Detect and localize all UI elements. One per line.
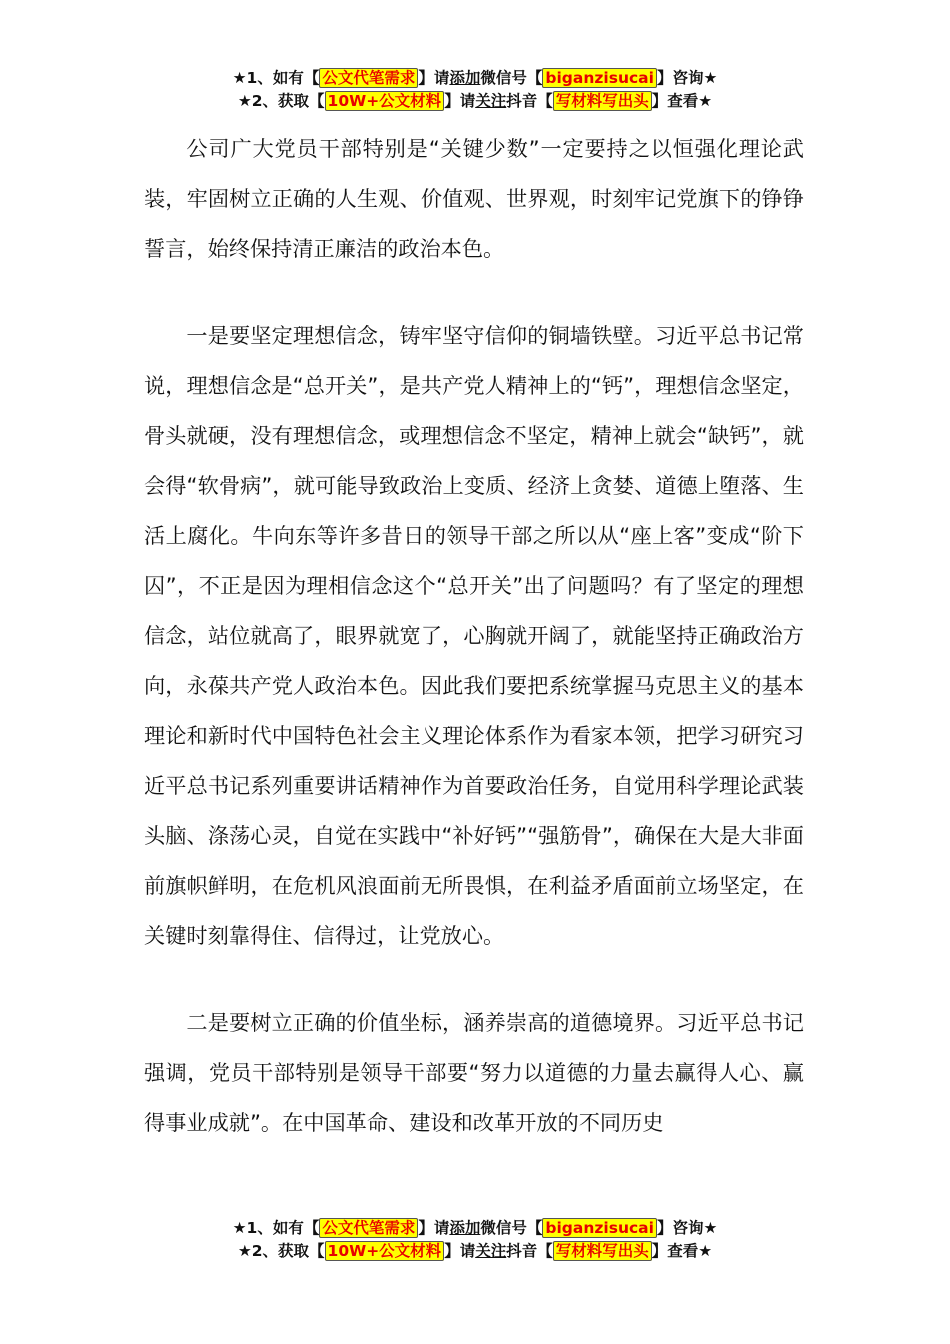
banner-text: ★1、如有【	[232, 69, 320, 87]
banner-underlined-text: 关注	[475, 92, 507, 110]
banner-text: 】咨询★	[656, 69, 718, 87]
banner-text: 抖音【	[506, 92, 553, 110]
banner-text: 】查看★	[651, 1242, 713, 1260]
banner-text: 】咨询★	[656, 1219, 718, 1237]
banner-text: ★1、如有【	[232, 1219, 320, 1237]
paragraph-gap	[144, 274, 804, 311]
highlight-douyin-account: 写材料写出头	[553, 91, 652, 111]
highlight-service: 公文代笔需求	[319, 68, 418, 88]
paragraph-ideals-and-beliefs: 一是要坚定理想信念，铸牢坚守信仰的铜墙铁壁。习近平总书记常说，理想信念是“总开关”，是共产党人精神上的“钙”，理想信念坚定，骨头就硬，没有理想信念，或理想信念不坚定，精神上就会“缺钙”，就会得“软骨病”，就可能导致政治上变质、经济上贪婪、道德上堕落、生活上腐化。牛向东等许多昔日的领导干部之所以从“座上客”变成“阶下囚”，不正是因为理相信念这个“总开关”出了问题吗？有了坚定的理想信念，站位就高了，眼界就宽了，心胸就开阔了，就能坚持正确政治方向，永葆共产党人政治本色。因此我们要把系统掌握马克思主义的基本理论和新时代中国特色社会主义理论体系作为看家本领，把学习研究习近平总书记系列重要讲话精神作为首要政治任务，自觉用科学理论武装头脑、涤荡心灵，自觉在实践中“补好钙”“强筋骨”，确保在大是大非面前旗帜鲜明，在危机风浪面前无所畏惧，在利益矛盾面前立场坚定，在关键时刻靠得住、信得过，让党放心。	[144, 323, 804, 948]
banner-underlined-text: 关注	[475, 1242, 507, 1260]
highlight-wechat-id: biganzisucai	[542, 68, 657, 88]
header-banner-line-2	[0, 90, 950, 113]
paragraph-value-coordinates: 二是要树立正确的价值坐标，涵养崇高的道德境界。习近平总书记强调，党员干部特别是领导干部要“努力以道德的力量去赢得人心、赢得事业成就”。在中国革命、建设和改革开放的不同历史	[144, 1010, 804, 1135]
banner-text: 】请	[444, 92, 476, 110]
header-banner	[0, 67, 950, 113]
banner-text: 】查看★	[651, 92, 713, 110]
banner-text: 微信号【	[480, 69, 543, 87]
highlight-materials: 10W+公文材料	[325, 91, 445, 111]
paragraph-intro: 公司广大党员干部特别是“关键少数”一定要持之以恒强化理论武装，牢固树立正确的人生观、价值观、世界观，时刻牢记党旗下的铮铮誓言，始终保持清正廉洁的政治本色。	[144, 136, 804, 261]
banner-underlined-text: 添加	[449, 69, 481, 87]
footer-banner-line-2	[0, 1240, 950, 1263]
highlight-douyin-account: 写材料写出头	[553, 1241, 652, 1261]
banner-underlined-text: 添加	[449, 1219, 481, 1237]
highlight-service: 公文代笔需求	[319, 1218, 418, 1238]
banner-text: 】请	[444, 1242, 476, 1260]
banner-text: ★2、获取【	[237, 92, 325, 110]
banner-text: 】请	[418, 69, 450, 87]
highlight-materials: 10W+公文材料	[325, 1241, 445, 1261]
paragraph-gap	[144, 961, 804, 998]
header-banner-line-1	[0, 67, 950, 90]
footer-banner-line-1	[0, 1217, 950, 1240]
footer-banner	[0, 1217, 950, 1263]
banner-text: 抖音【	[506, 1242, 553, 1260]
document-body	[144, 124, 804, 1148]
highlight-wechat-id: biganzisucai	[542, 1218, 657, 1238]
banner-text: 】请	[418, 1219, 450, 1237]
banner-text: ★2、获取【	[237, 1242, 325, 1260]
banner-text: 微信号【	[480, 1219, 543, 1237]
